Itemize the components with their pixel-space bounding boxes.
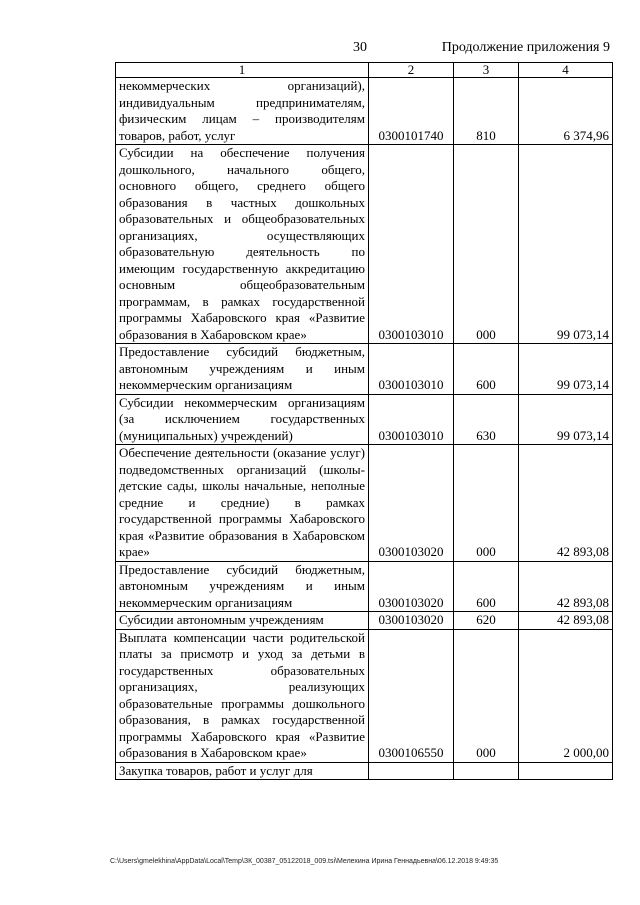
row-code: 0300106550 bbox=[369, 629, 454, 762]
column-header: 2 bbox=[369, 63, 454, 78]
table-row bbox=[116, 561, 613, 612]
row-description: Предоставление субсидий бюджетным, автономным учреждениям и иным некоммерческим организациям bbox=[116, 344, 369, 395]
table-row bbox=[116, 629, 613, 762]
row-expense-type: 000 bbox=[454, 629, 519, 762]
row-code: 0300103020 bbox=[369, 612, 454, 630]
row-expense-type: 600 bbox=[454, 344, 519, 395]
row-amount: 99 073,14 bbox=[519, 344, 613, 395]
table-row bbox=[116, 394, 613, 445]
row-code: 0300103010 bbox=[369, 344, 454, 395]
row-description: Субсидии некоммерческим организациям (за исключением государственных (муниципальных) учреждений) bbox=[116, 394, 369, 445]
row-description: Предоставление субсидий бюджетным, автономным учреждениям и иным некоммерческим организациям bbox=[116, 561, 369, 612]
row-code: 0300103010 bbox=[369, 394, 454, 445]
row-amount: 99 073,14 bbox=[519, 394, 613, 445]
table-row bbox=[116, 344, 613, 395]
row-code: 0300103010 bbox=[369, 145, 454, 344]
file-path-footer: C:\Users\gmelekhina\AppData\Local\Temp\ЗК_00387_05122018_009.tsi\Мелехина Ирина Геннадьевна\06.12.2018 9:49:35 bbox=[110, 858, 499, 865]
row-expense-type: 630 bbox=[454, 394, 519, 445]
row-description: Субсидии автономным учреждениям bbox=[116, 612, 369, 630]
row-expense-type bbox=[454, 762, 519, 780]
row-amount: 2 000,00 bbox=[519, 629, 613, 762]
table-row bbox=[116, 762, 613, 780]
row-amount: 6 374,96 bbox=[519, 78, 613, 145]
row-code: 0300101740 bbox=[369, 78, 454, 145]
budget-table bbox=[115, 62, 613, 780]
row-amount: 99 073,14 bbox=[519, 145, 613, 344]
row-description: Закупка товаров, работ и услуг для bbox=[116, 762, 369, 780]
row-amount: 42 893,08 bbox=[519, 561, 613, 612]
page-number: 30 bbox=[353, 40, 367, 55]
row-expense-type: 600 bbox=[454, 561, 519, 612]
row-description: Выплата компенсации части родительской платы за присмотр и уход за детьми в государственных образовательных организациях, реализующих образовательные программы дошкольного образования, в рамках государственной программы Хабаровского края «Развитие образования в Хабаровском крае» bbox=[116, 629, 369, 762]
row-amount: 42 893,08 bbox=[519, 445, 613, 562]
row-code: 0300103020 bbox=[369, 445, 454, 562]
column-header: 3 bbox=[454, 63, 519, 78]
continuation-title: Продолжение приложения 9 bbox=[441, 40, 610, 55]
row-amount: 42 893,08 bbox=[519, 612, 613, 630]
table-row bbox=[116, 612, 613, 630]
row-expense-type: 620 bbox=[454, 612, 519, 630]
row-expense-type: 810 bbox=[454, 78, 519, 145]
row-description: Обеспечение деятельности (оказание услуг) подведомственных организаций (школы-детские сады, школы начальные, неполные средние и средние) в рамках государственной программы Хабаровского края «Развитие образования в Хабаровском крае» bbox=[116, 445, 369, 562]
row-code: 0300103020 bbox=[369, 561, 454, 612]
row-description: Субсидии на обеспечение получения дошкольного, начального общего, основного общего, среднего общего образования в частных дошкольных образовательных и общеобразовательных организациях, осуществляющих образовательную деятельность по имеющим государственную аккредитацию основным общеобразовательным программам, в рамках государственной программы Хабаровского края «Развитие образования в Хабаровском крае» bbox=[116, 145, 369, 344]
column-header: 1 bbox=[116, 63, 369, 78]
table-header-row bbox=[116, 63, 613, 78]
column-header: 4 bbox=[519, 63, 613, 78]
row-code bbox=[369, 762, 454, 780]
table-row bbox=[116, 445, 613, 562]
row-amount bbox=[519, 762, 613, 780]
row-expense-type: 000 bbox=[454, 445, 519, 562]
table-row bbox=[116, 78, 613, 145]
row-description: некоммерческих организаций), индивидуальным предпринимателям, физическим лицам – производителям товаров, работ, услуг bbox=[116, 78, 369, 145]
table-row bbox=[116, 145, 613, 344]
row-expense-type: 000 bbox=[454, 145, 519, 344]
